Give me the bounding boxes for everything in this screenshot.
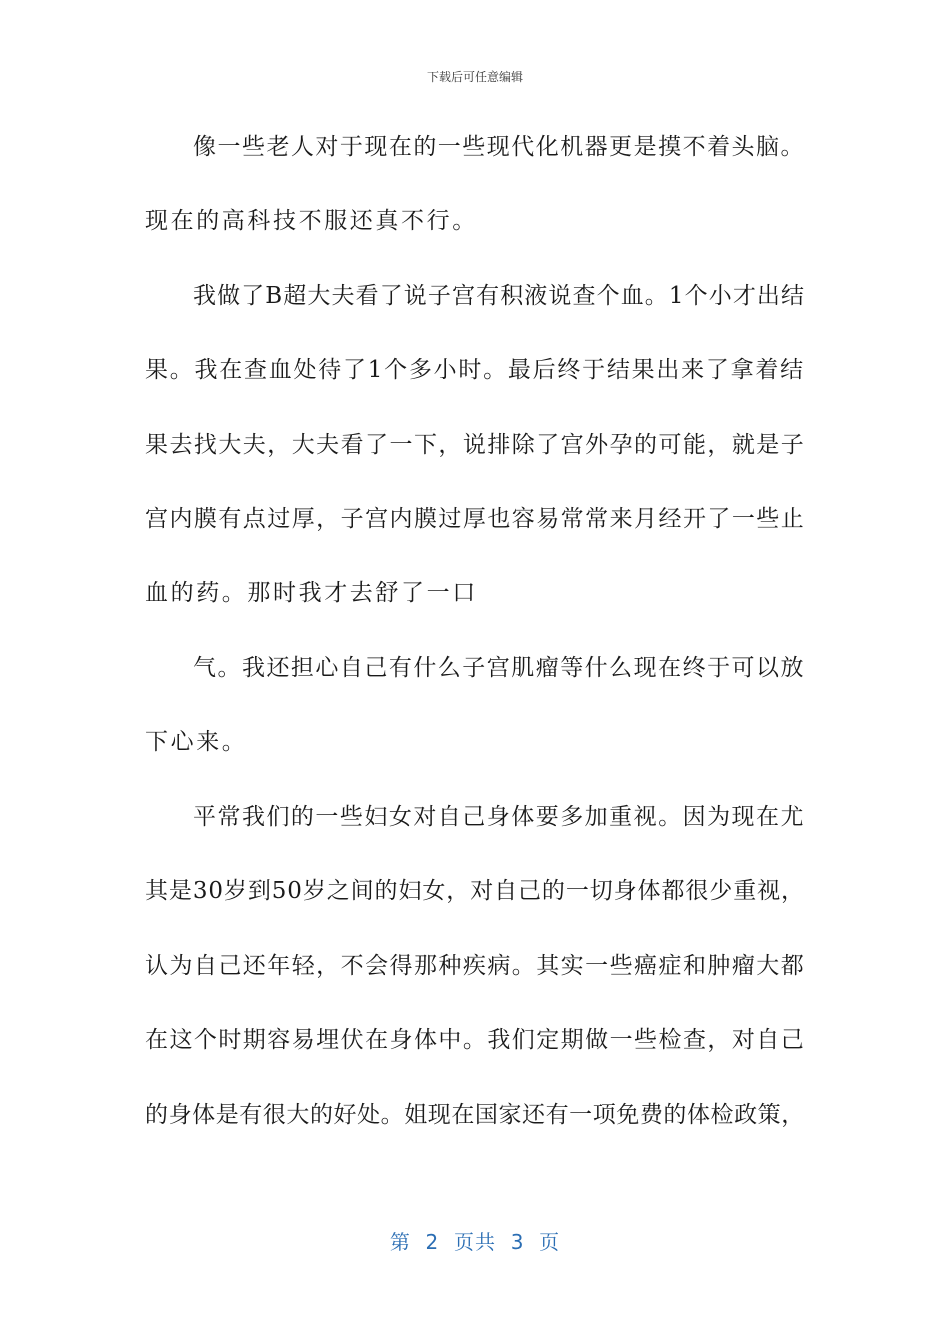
text-line: 现在的高科技不服还真不行。 bbox=[145, 208, 478, 234]
text-line: 宫内膜有点过厚，子宫内膜过厚也容易常常来月经开了一些止 bbox=[145, 506, 806, 532]
text-line: 的身体是有很大的好处。姐现在国家还有一项免费的体检政策， bbox=[145, 1102, 805, 1128]
text-line: 其是30岁到50岁之间的妇女，对自己的一切身体都很少重视， bbox=[145, 878, 805, 904]
page-header: 下载后可任意编辑 bbox=[426, 70, 523, 84]
text-line: 在这个时期容易埋伏在身体中。我们定期做一些检查，对自己 bbox=[145, 1027, 806, 1053]
text-line: 下心来。 bbox=[145, 729, 248, 755]
page-number-footer: 第 2 页共 3 页 bbox=[389, 1230, 561, 1254]
text-line: 平常我们的一些妇女对自己身体要多加重视。因为现在尤 bbox=[193, 804, 805, 830]
text-line: 像一些老人对于现在的一些现代化机器更是摸不着头脑。 bbox=[193, 134, 805, 160]
text-line: 果去找大夫，大夫看了一下，说排除了宫外孕的可能，就是子 bbox=[145, 432, 806, 458]
text-line: 血的药。那时我才去舒了一口 bbox=[145, 580, 478, 606]
text-line: 我做了B超大夫看了说子宫有积液说查个血。1个小才出结 bbox=[193, 283, 806, 309]
text-line: 认为自己还年轻，不会得那种疾病。其实一些癌症和肿瘤大都 bbox=[145, 953, 806, 979]
text-line: 气。我还担心自己有什么子宫肌瘤等什么现在终于可以放 bbox=[193, 655, 805, 681]
text-line: 果。我在查血处待了1个多小时。最后终于结果出来了拿着结 bbox=[145, 357, 805, 383]
